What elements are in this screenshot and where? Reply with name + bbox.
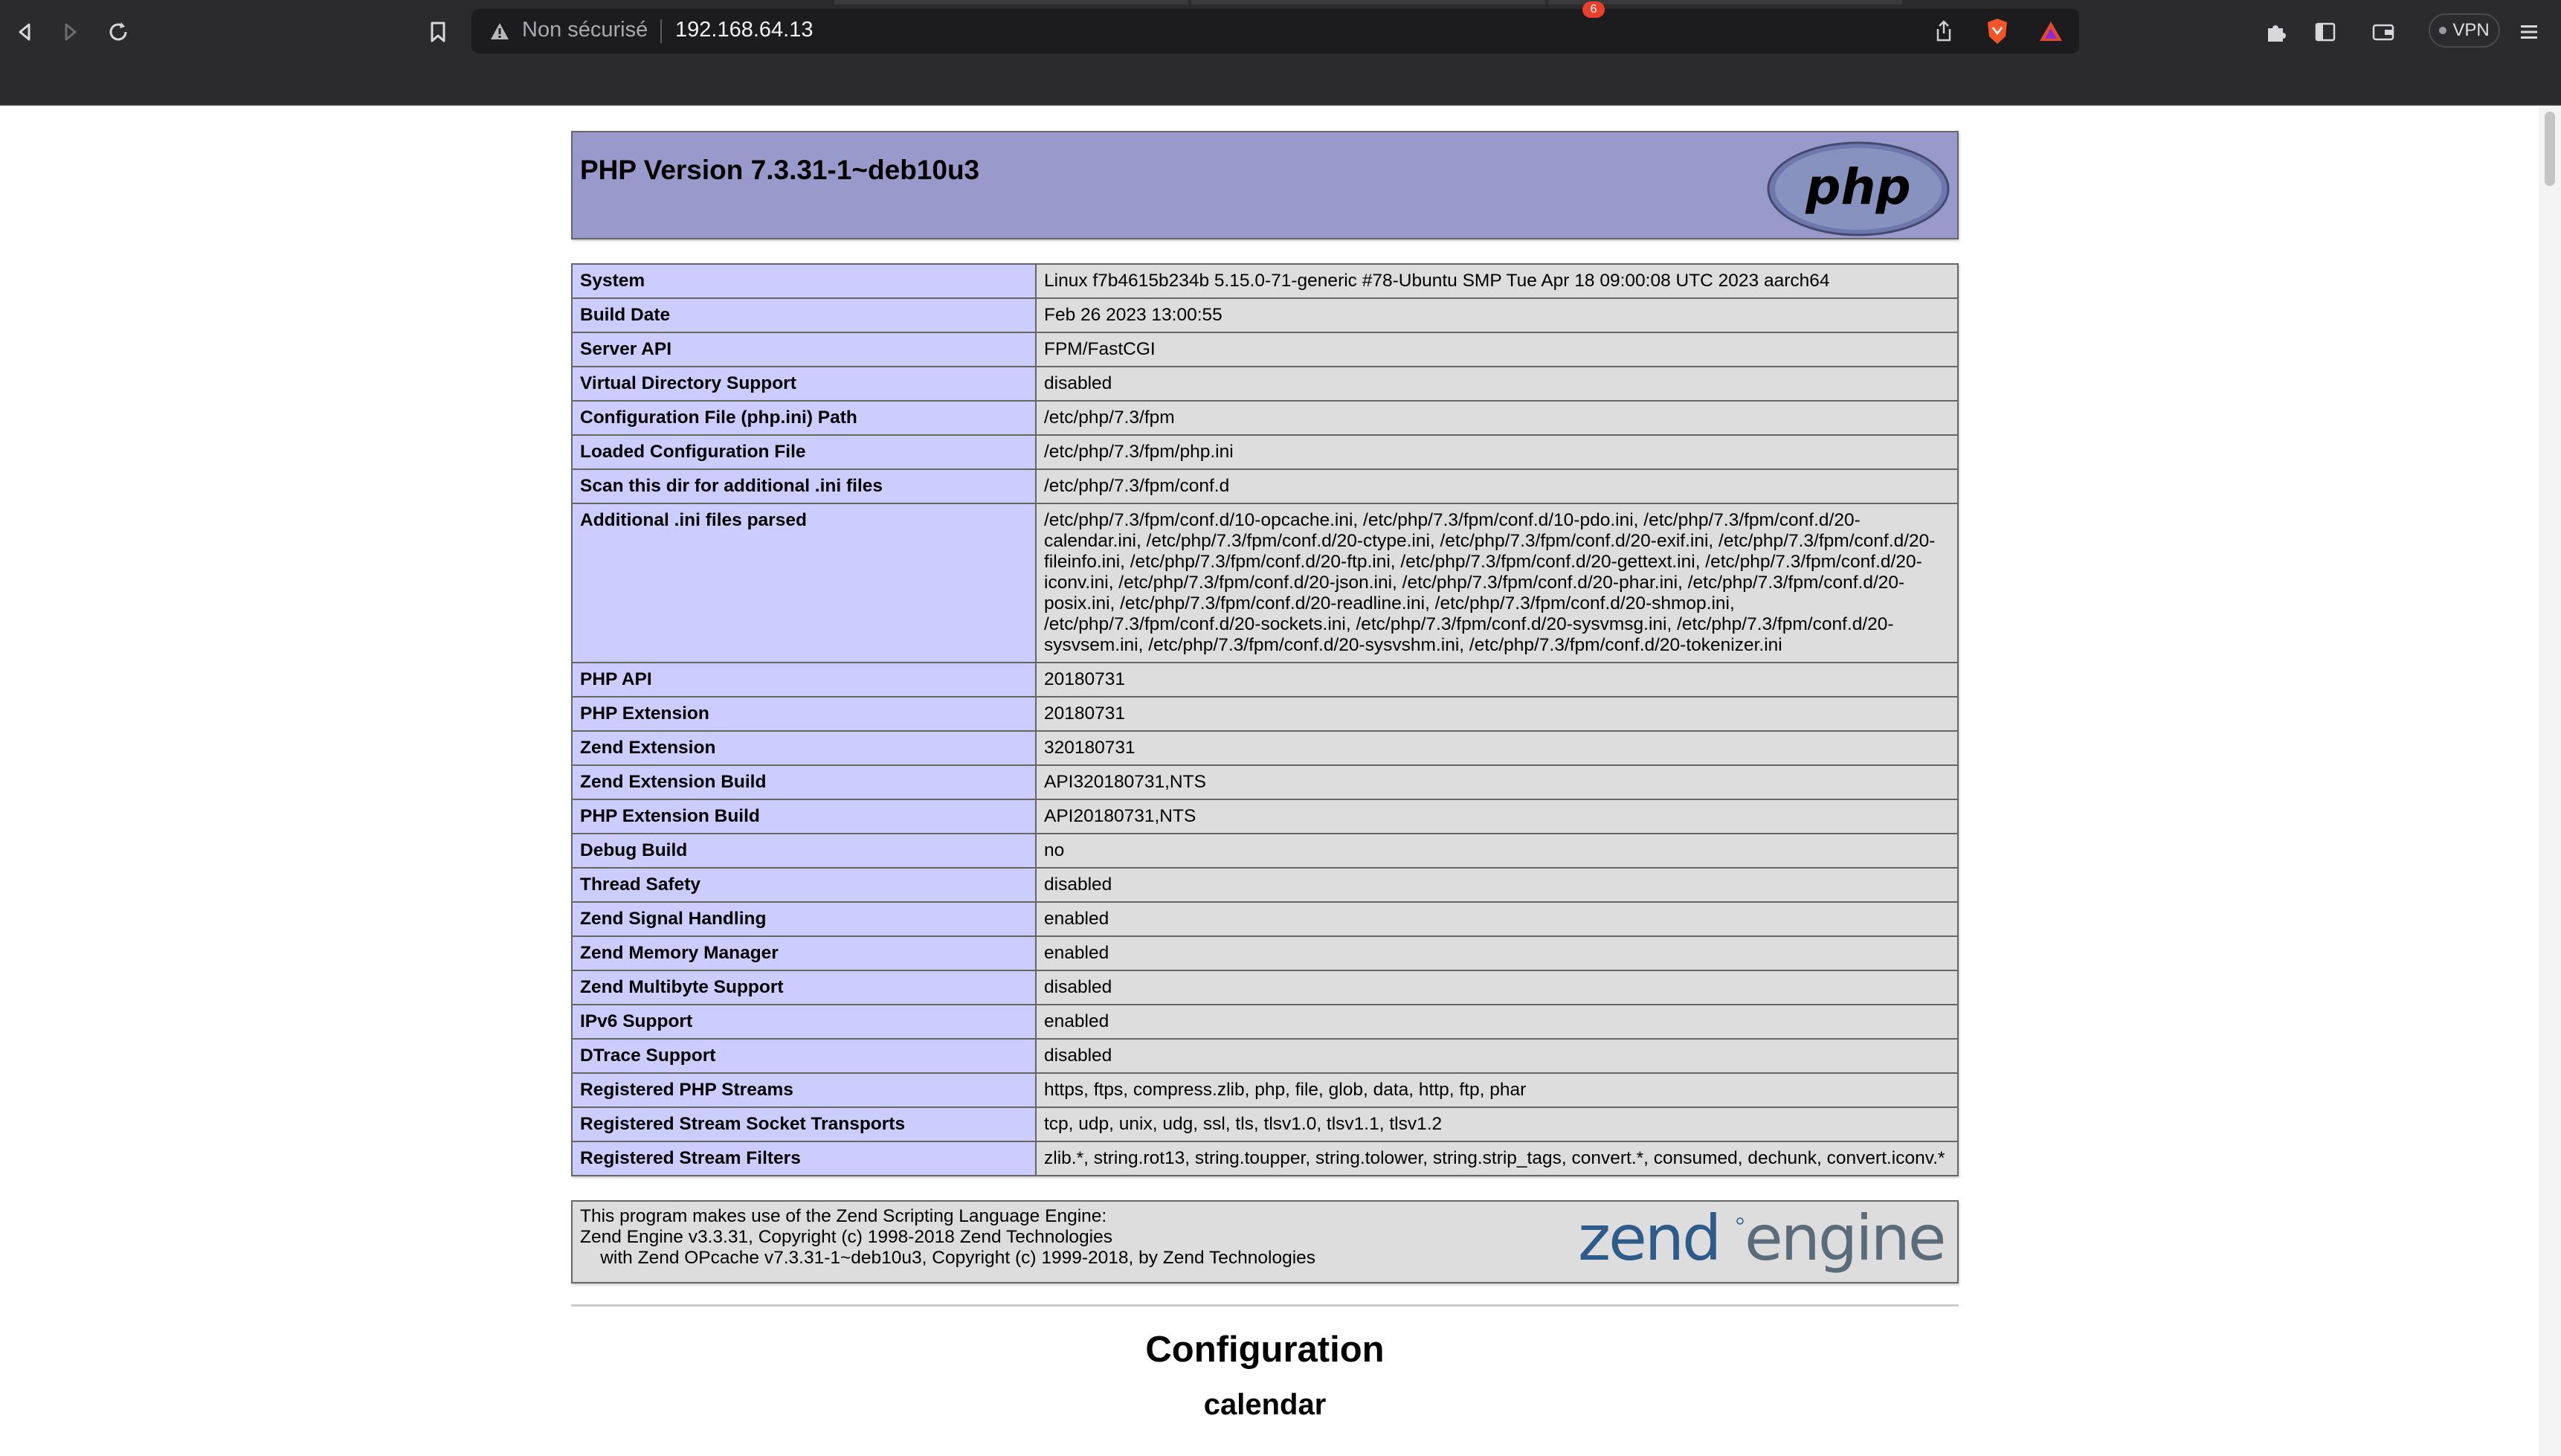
table-row [572,1039,1958,1073]
table-row [572,367,1958,401]
info-label: Configuration File (php.ini) Path [572,401,1036,435]
info-value: disabled [1036,970,1958,1005]
table-row [572,765,1958,799]
info-label: Server API [572,332,1036,367]
info-value: enabled [1036,902,1958,936]
info-label: Registered Stream Filters [572,1141,1036,1176]
table-row [572,799,1958,834]
brave-shield-icon[interactable] [1982,15,2012,48]
url-text[interactable]: 192.168.64.13 [675,18,814,42]
security-status[interactable]: Non sécurisé [522,18,648,42]
table-row [572,503,1958,663]
rewards-badge: 6 [1582,1,1605,18]
address-separator [660,19,662,43]
table-row [572,731,1958,765]
table-row [572,264,1958,298]
table-row [572,332,1958,367]
table-row [572,401,1958,435]
info-label: Zend Memory Manager [572,936,1036,970]
info-value: Linux f7b4615b234b 5.15.0-71-generic #78-Ubuntu SMP Tue Apr 18 09:00:08 UTC 2023 aarch64 [1036,264,1958,298]
info-value: enabled [1036,936,1958,970]
tab-strip-indicator [1191,0,1545,4]
info-value: /etc/php/7.3/fpm/conf.d/10-opcache.ini, /etc/php/7.3/fpm/conf.d/10-pdo.ini, /etc/php/7.3/fpm/conf.d/20-calendar.ini, /etc/php/7.3/fpm/conf.d/20-ctype.ini, /etc/php/7.3/fpm/conf.d/20-exif.ini, /etc/php/7.3/fpm/conf.d/20-fileinfo.ini, /etc/php/7.3/fpm/conf.d/20-ftp.ini, /etc/php/7.3/fpm/conf.d/20-gettext.ini, /etc/php/7.3/fpm/conf.d/20-iconv.ini, /etc/php/7.3/fpm/conf.d/20-json.ini, /etc/php/7.3/fpm/conf.d/20-phar.ini, /etc/php/7.3/fpm/conf.d/20-posix.ini, /etc/php/7.3/fpm/conf.d/20-readline.ini, /etc/php/7.3/fpm/conf.d/20-shmop.ini, /etc/php/7.3/fpm/conf.d/20-sockets.ini, /etc/php/7.3/fpm/conf.d/20-sysvmsg.ini, /etc/php/7.3/fpm/conf.d/20-sysvsem.ini, /etc/php/7.3/fpm/conf.d/20-sysvshm.ini, /etc/php/7.3/fpm/conf.d/20-tokenizer.ini [1036,503,1958,663]
info-value: disabled [1036,367,1958,401]
info-label: Registered Stream Socket Transports [572,1107,1036,1141]
info-value: /etc/php/7.3/fpm [1036,401,1958,435]
info-value: /etc/php/7.3/fpm/conf.d [1036,469,1958,503]
info-value: enabled [1036,1005,1958,1039]
page-title: PHP Version 7.3.31-1~deb10u3 [580,155,980,185]
info-label: Build Date [572,298,1036,332]
info-value: disabled [1036,868,1958,902]
info-label: IPv6 Support [572,1005,1036,1039]
configuration-heading: Configuration [1145,1330,1385,1370]
info-label: PHP Extension [572,697,1036,731]
table-row [572,469,1958,503]
vpn-label: VPN [2452,20,2490,40]
scrollbar-thumb[interactable] [2545,112,2555,186]
table-row [572,970,1958,1005]
wallet-icon[interactable] [2365,13,2402,51]
info-label: Thread Safety [572,868,1036,902]
phpinfo-content [571,131,1959,1422]
back-icon[interactable] [6,13,43,51]
table-row [572,697,1958,731]
info-value: 20180731 [1036,663,1958,697]
info-label: System [572,264,1036,298]
forward-icon[interactable] [52,13,89,51]
rewards-icon[interactable] [2035,15,2067,48]
table-row [572,936,1958,970]
info-label: Additional .ini files parsed [572,503,1036,663]
zend-logo-text: zend [1578,1209,1720,1275]
info-value: /etc/php/7.3/fpm/php.ini [1036,435,1958,469]
browser-toolbar [0,0,2561,106]
info-value: zlib.*, string.rot13, string.toupper, string.tolower, string.strip_tags, convert.*, consumed, dechunk, convert.iconv.* [1036,1141,1958,1176]
info-label: PHP API [572,663,1036,697]
puzzle-icon[interactable] [2258,13,2295,51]
scrollbar-track[interactable] [2539,106,2561,1456]
section-divider [571,1304,1959,1307]
info-value: 320180731 [1036,731,1958,765]
info-label: Scan this dir for additional .ini files [572,469,1036,503]
engine-logo-text: engine [1745,1209,1945,1275]
info-label: Virtual Directory Support [572,367,1036,401]
table-row [572,435,1958,469]
zend-engine-box [571,1200,1959,1283]
table-row [572,1107,1958,1141]
calendar-heading: calendar [1203,1388,1327,1421]
warning-icon[interactable] [485,16,515,46]
share-icon[interactable] [1929,16,1959,46]
zend-line-3: with Zend OPcache v7.3.31-1~deb10u3, Copyright (c) 1999-2018, by Zend Technologies [580,1248,1316,1268]
php-logo-text: php [1805,158,1911,216]
table-row [572,298,1958,332]
info-label: Zend Multibyte Support [572,970,1036,1005]
table-row [572,868,1958,902]
info-label: Zend Extension Build [572,765,1036,799]
vpn-button[interactable] [2429,13,2500,48]
php-version-header [571,131,1959,239]
table-row [572,663,1958,697]
menu-icon[interactable] [2510,13,2548,51]
reload-icon[interactable] [100,13,137,51]
info-value: Feb 26 2023 13:00:55 [1036,298,1958,332]
info-value: disabled [1036,1039,1958,1073]
info-label: Debug Build [572,834,1036,868]
table-row [572,902,1958,936]
zend-line-1: This program makes use of the Zend Scripting Language Engine: [580,1206,1107,1226]
table-row [572,1073,1958,1107]
bookmark-icon[interactable] [419,13,457,51]
info-label: PHP Extension Build [572,799,1036,834]
php-info-table [571,263,1959,1176]
zend-engine-logo[interactable] [1578,1209,1950,1281]
table-row [572,1005,1958,1039]
zend-line-2: Zend Engine v3.3.31, Copyright (c) 1998-2018 Zend Technologies [580,1227,1112,1247]
info-value: FPM/FastCGI [1036,332,1958,367]
info-label: DTrace Support [572,1039,1036,1073]
info-label: Registered PHP Streams [572,1073,1036,1107]
info-value: no [1036,834,1958,868]
sidebar-icon[interactable] [2307,13,2344,51]
info-value: API20180731,NTS [1036,799,1958,834]
info-value: tcp, udp, unix, udg, ssl, tls, tlsv1.0, tlsv1.1, tlsv1.2 [1036,1107,1958,1141]
info-value: https, ftps, compress.zlib, php, file, glob, data, http, ftp, phar [1036,1073,1958,1107]
tab-strip-indicator [834,0,1188,4]
address-bar[interactable] [471,9,2079,54]
vpn-status-dot [2439,27,2446,34]
info-label: Zend Signal Handling [572,902,1036,936]
table-row [572,834,1958,868]
table-row [572,1141,1958,1176]
info-label: Loaded Configuration File [572,435,1036,469]
php-logo[interactable] [1767,141,1950,240]
info-value: API320180731,NTS [1036,765,1958,799]
zend-engine-text [580,1206,1315,1269]
info-value: 20180731 [1036,697,1958,731]
info-label: Zend Extension [572,731,1036,765]
